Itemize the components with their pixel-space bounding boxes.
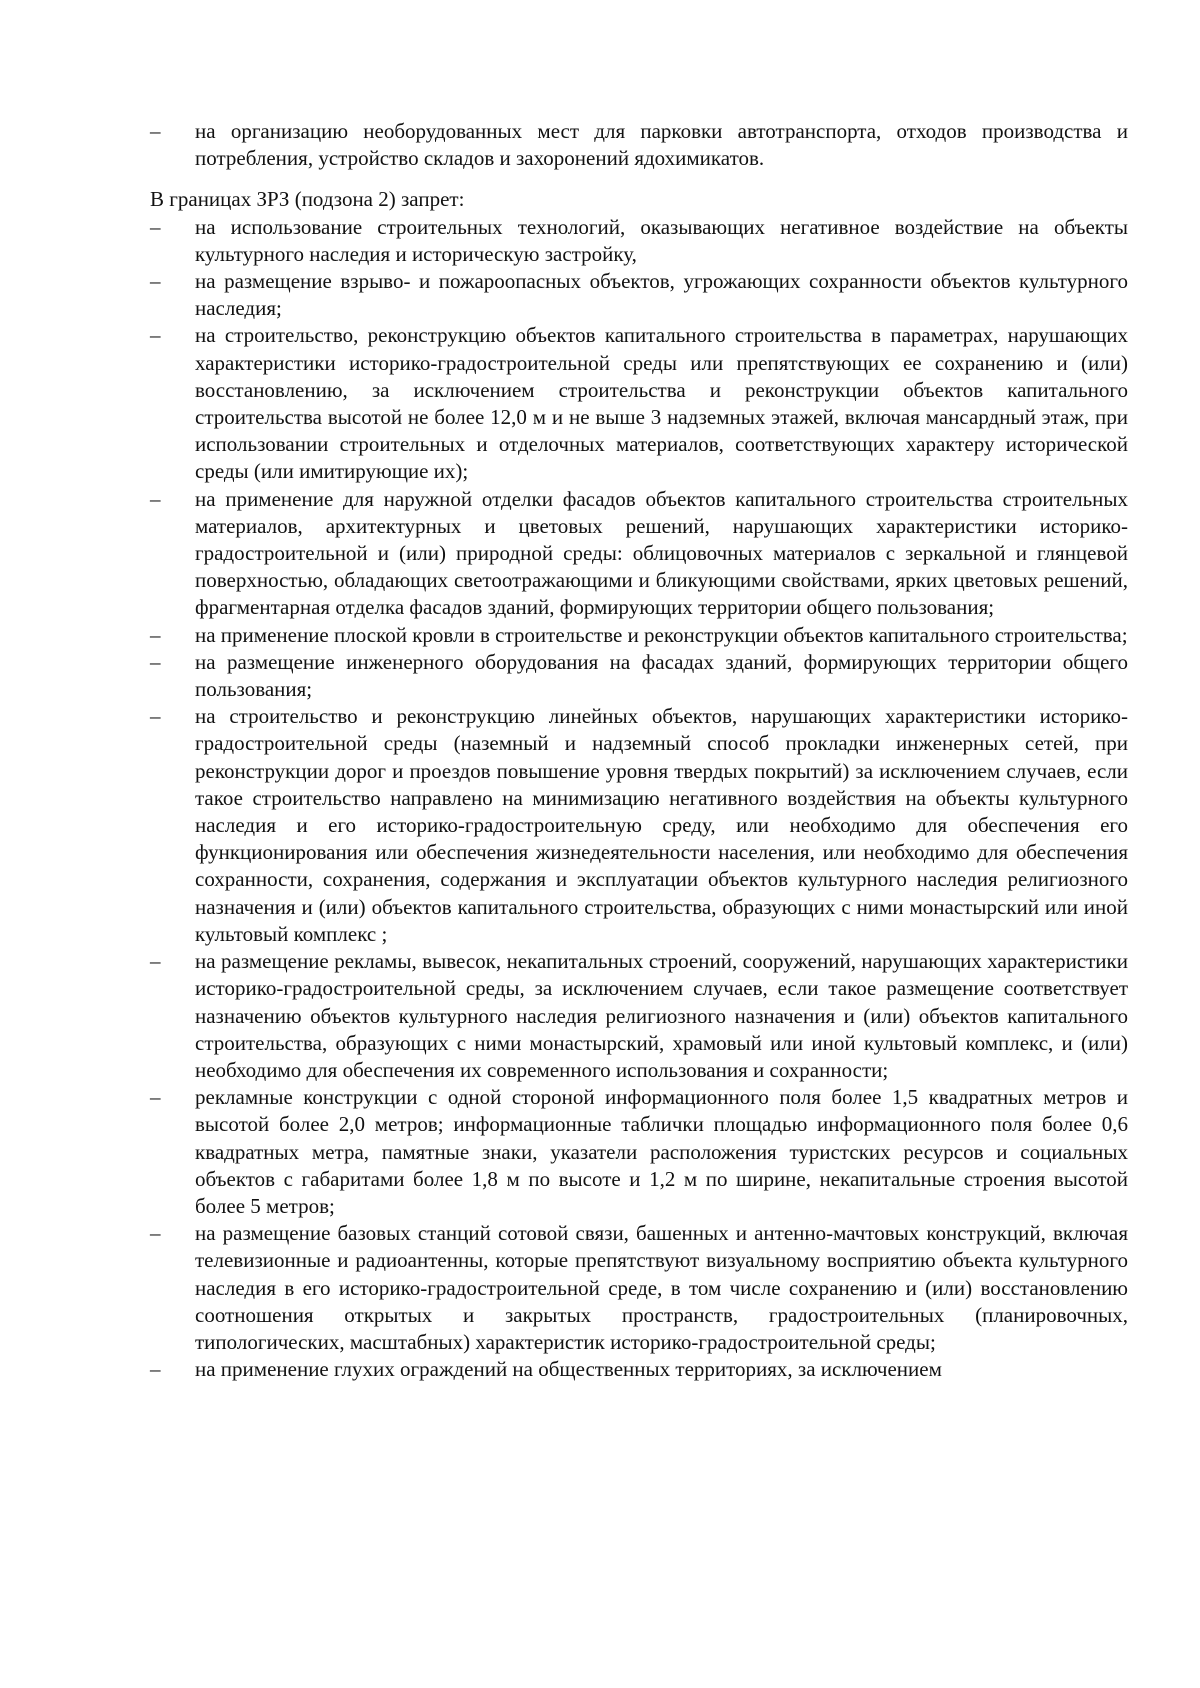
list-item xyxy=(150,622,1128,649)
list-item-text: на применение глухих ограждений на общественных территориях, за исключением xyxy=(195,1357,942,1382)
dash-bullet: – xyxy=(150,214,161,239)
subzone-heading: В границах ЗРЗ (подзона 2) запрет: xyxy=(150,187,465,212)
dash-bullet: – xyxy=(150,486,161,511)
list-item xyxy=(150,214,1128,268)
dash-bullet: – xyxy=(150,622,161,647)
dash-bullet: – xyxy=(150,649,161,674)
list-item xyxy=(150,268,1128,322)
prohibition-list xyxy=(150,214,1128,1384)
list-item-text: на размещение базовых станций сотовой связи, башенных и антенно-мачтовых конструкций, включая телевизионные и радиоантенны, которые препятствуют визуальному восприятию объекта культурного наследия в его историко-градостроительной среде, в том числе сохранению и (или) восстановлению соотношения открытых и закрытых пространств, градостроительных (планировочных, типологических, масштабных) характеристик историко-градостроительной среды; xyxy=(195,1221,1128,1354)
list-item-text: на размещение рекламы, вывесок, некапитальных строений, сооружений, нарушающих характеристики историко-градостроительной среды, за исключением случаев, если такое размещение соответствует назначению объектов культурного наследия религиозного назначения и (или) объектов капитального строительства, образующих с ними монастырский, храмовый или иной культовый комплекс, и (или) необходимо для обеспечения их современного использования и сохранности; xyxy=(195,949,1128,1082)
list-item xyxy=(150,948,1128,1084)
list-item xyxy=(150,486,1128,622)
dash-bullet: – xyxy=(150,949,161,974)
list-item-text: на размещение инженерного оборудования на фасадах зданий, формирующих территории общего пользования; xyxy=(195,649,1128,702)
list-item-text: на строительство, реконструкцию объектов капитального строительства в параметрах, нарушающих характеристики историко-градостроительной среды или препятствующих ее сохранению и (или) восстановлению, за исключением строительства и реконструкции объектов капитального строительства высотой не более 12,0 м и не выше 3 надземных этажей, включая мансардный этаж, при использовании строительных и отделочных материалов, соответствующих характеру исторической среды (или имитирующие их); xyxy=(195,323,1128,484)
list-item-text: на строительство и реконструкцию линейных объектов, нарушающих характеристики историко-градостроительной среды (наземный и надземный способ прокладки инженерных сетей, при реконструкции дорог и проездов повышение уровня твердых покрытий) за исключением случаев, если такое строительство направлено на минимизацию негативного воздействия на объекты культурного наследия и его историко-градостроительную среду, или необходимо для обеспечения его функционирования или обеспечения жизнедеятельности населения, или необходимо для обеспечения сохранности, сохранения, содержания и эксплуатации объектов культурного наследия религиозного назначения и (или) объектов капитального строительства, образующих с ними монастырский или иной культовый комплекс ; xyxy=(195,704,1128,946)
dash-bullet: – xyxy=(150,269,161,294)
list-item xyxy=(150,1356,1128,1383)
list-item-text: на использование строительных технологий, оказывающих негативное воздействие на объекты культурного наследия и историческую застройку, xyxy=(195,214,1128,266)
dash-bullet: – xyxy=(150,704,161,729)
list-item-text: на применение плоской кровли в строительстве и реконструкции объектов капитального строительства; xyxy=(195,622,1128,647)
list-item xyxy=(150,1220,1128,1356)
list-item xyxy=(150,1084,1128,1220)
list-item-text: на применение для наружной отделки фасадов объектов капитального строительства строительных материалов, архитектурных и цветовых решений, нарушающих характеристики историко-градостроительной и (или) природной среды: облицовочных материалов с зеркальной и глянцевой поверхностью, обладающих светоотражающими и бликующими свойствами, ярких цветовых решений, фрагментарная отделка фасадов зданий, формирующих территории общего пользования; xyxy=(195,486,1128,620)
dash-bullet: – xyxy=(150,323,161,348)
intro-item-text: на организацию необорудованных мест для парковки автотранспорта, отходов производства и потребления, устройство складов и захоронений ядохимикатов. xyxy=(195,119,1128,171)
list-item-text: рекламные конструкции с одной стороной информационного поля более 1,5 квадратных метров и высотой более 2,0 метров; информационные таблички площадью информационного поля более 0,6 квадратных метра, памятные знаки, указатели расположения туристских ресурсов и социальных объектов с габаритами более 1,8 м по высоте и 1,2 м по ширине, некапитальные строения высотой более 5 метров; xyxy=(195,1085,1128,1218)
dash-bullet: – xyxy=(150,1357,161,1382)
document-body xyxy=(150,118,1128,1383)
list-item xyxy=(150,703,1128,948)
list-item xyxy=(150,649,1128,703)
list-item-text: на размещение взрыво- и пожароопасных объектов, угрожающих сохранности объектов культурного наследия; xyxy=(195,269,1128,321)
intro-list-item xyxy=(150,118,1128,172)
list-item xyxy=(150,322,1128,485)
dash-bullet: – xyxy=(150,119,161,143)
dash-bullet: – xyxy=(150,1085,161,1110)
dash-bullet: – xyxy=(150,1221,161,1246)
